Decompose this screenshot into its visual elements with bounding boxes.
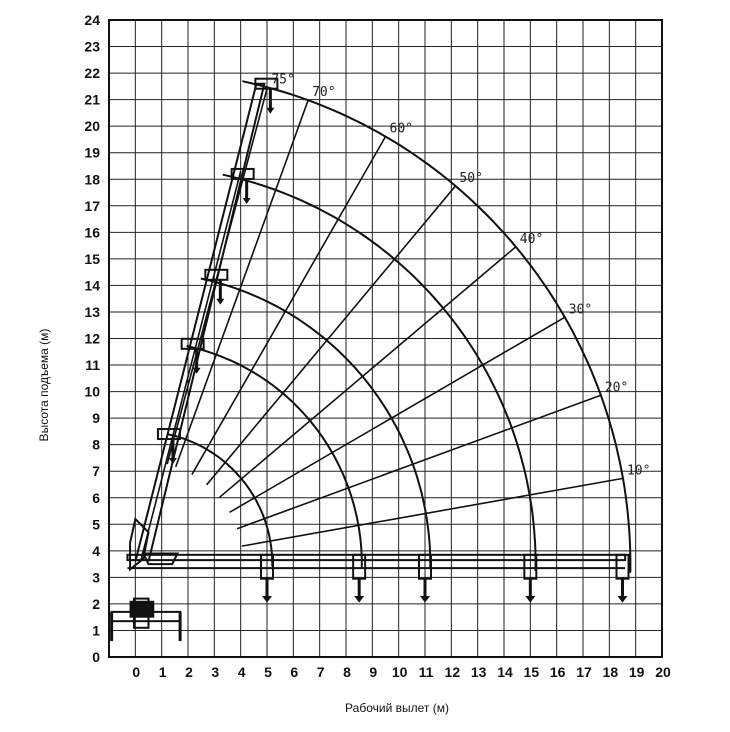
x-tick-label: 0: [132, 664, 141, 680]
y-tick-label: 19: [84, 144, 100, 161]
x-tick-label: 15: [523, 664, 540, 680]
reach-arc: [201, 279, 430, 570]
hook-icon: [266, 108, 274, 114]
y-tick-label: 11: [85, 357, 100, 374]
y-tick-label: 17: [84, 197, 100, 214]
x-tick-label: 7: [316, 664, 325, 680]
y-tick-label: 21: [84, 91, 100, 108]
x-tick-label: 19: [628, 664, 645, 680]
y-tick-label: 1: [92, 622, 100, 639]
angle-label: 75°: [271, 72, 295, 88]
x-tick-label: 5: [264, 664, 272, 680]
y-tick-label: 23: [84, 38, 100, 55]
reach-arc: [187, 346, 362, 568]
x-tick-label: 13: [470, 664, 487, 680]
x-tick-label: 6: [290, 664, 299, 680]
horizontal-hook-icon: [262, 596, 272, 603]
horizontal-hook-icon: [420, 596, 430, 603]
horizontal-hook-icon: [354, 596, 364, 603]
y-tick-label: 13: [84, 303, 100, 320]
hook-icon: [216, 299, 224, 305]
x-tick-label: 8: [343, 664, 351, 680]
y-tick-label: 0: [92, 649, 100, 665]
hook-icon: [169, 458, 177, 464]
reach-arcs: [168, 81, 630, 573]
x-tick-label: 3: [211, 664, 220, 680]
reach-arc: [242, 81, 630, 573]
x-tick-label: 18: [602, 664, 619, 680]
y-tick-label: 10: [84, 383, 100, 400]
x-tick-label: 1: [158, 664, 167, 680]
horizontal-hook-icon: [618, 596, 628, 603]
angle-label: 60°: [389, 121, 413, 137]
x-tick-label: 10: [391, 664, 408, 680]
y-tick-label: 2: [92, 595, 100, 612]
angle-ray: [237, 395, 601, 528]
y-tick-label: 8: [92, 436, 100, 453]
x-axis-label: Рабочий вылет (м): [345, 701, 449, 715]
x-tick-label: 2: [185, 664, 193, 680]
angle-label: 30°: [568, 302, 593, 318]
y-tick-label: 3: [92, 569, 100, 586]
y-tick-label: 24: [84, 12, 100, 28]
y-tick-label: 9: [92, 410, 100, 427]
hook-icon: [243, 198, 251, 204]
angle-ray: [242, 478, 623, 546]
y-tick-label: 16: [84, 224, 100, 241]
angle-ray: [176, 100, 308, 467]
reach-arc: [223, 175, 536, 571]
horizontal-boom-upper: [127, 555, 625, 560]
y-tick-label: 20: [84, 118, 100, 135]
x-tick-label: 4: [237, 664, 246, 680]
x-tick-label: 16: [549, 664, 566, 680]
y-tick-label: 12: [84, 330, 100, 347]
angle-label: 10°: [626, 463, 651, 479]
x-tick-label: 12: [444, 664, 461, 680]
raised-boom: [135, 84, 264, 562]
y-tick-label: 7: [92, 463, 100, 480]
x-tick-label: 17: [576, 664, 592, 680]
angle-label: 70°: [312, 85, 336, 101]
angle-labels: [271, 72, 650, 478]
y-tick-label: 14: [84, 277, 100, 294]
y-tick-label: 15: [84, 250, 100, 267]
horizontal-boom-tip: [617, 555, 629, 579]
y-axis-label: Высота подъема (м): [37, 328, 51, 442]
angle-rays: [167, 87, 623, 546]
raised-boom-inner: [141, 171, 241, 561]
horizontal-hook-icon: [525, 596, 535, 603]
y-tick-label: 22: [84, 65, 100, 82]
y-tick-label: 6: [92, 489, 100, 506]
x-tick-label: 14: [497, 664, 513, 680]
angle-label: 50°: [459, 170, 483, 186]
y-tick-label: 4: [92, 542, 100, 559]
x-tick-label: 11: [418, 664, 434, 680]
horizontal-boom-tip: [353, 555, 365, 579]
reach-arc: [168, 434, 272, 566]
x-tick-label: 9: [369, 664, 378, 680]
y-tick-label: 5: [92, 516, 100, 533]
y-tick-label: 18: [84, 171, 100, 188]
angle-label: 40°: [519, 231, 544, 247]
angle-label: 20°: [604, 380, 629, 396]
x-tick-label: 20: [655, 664, 671, 680]
